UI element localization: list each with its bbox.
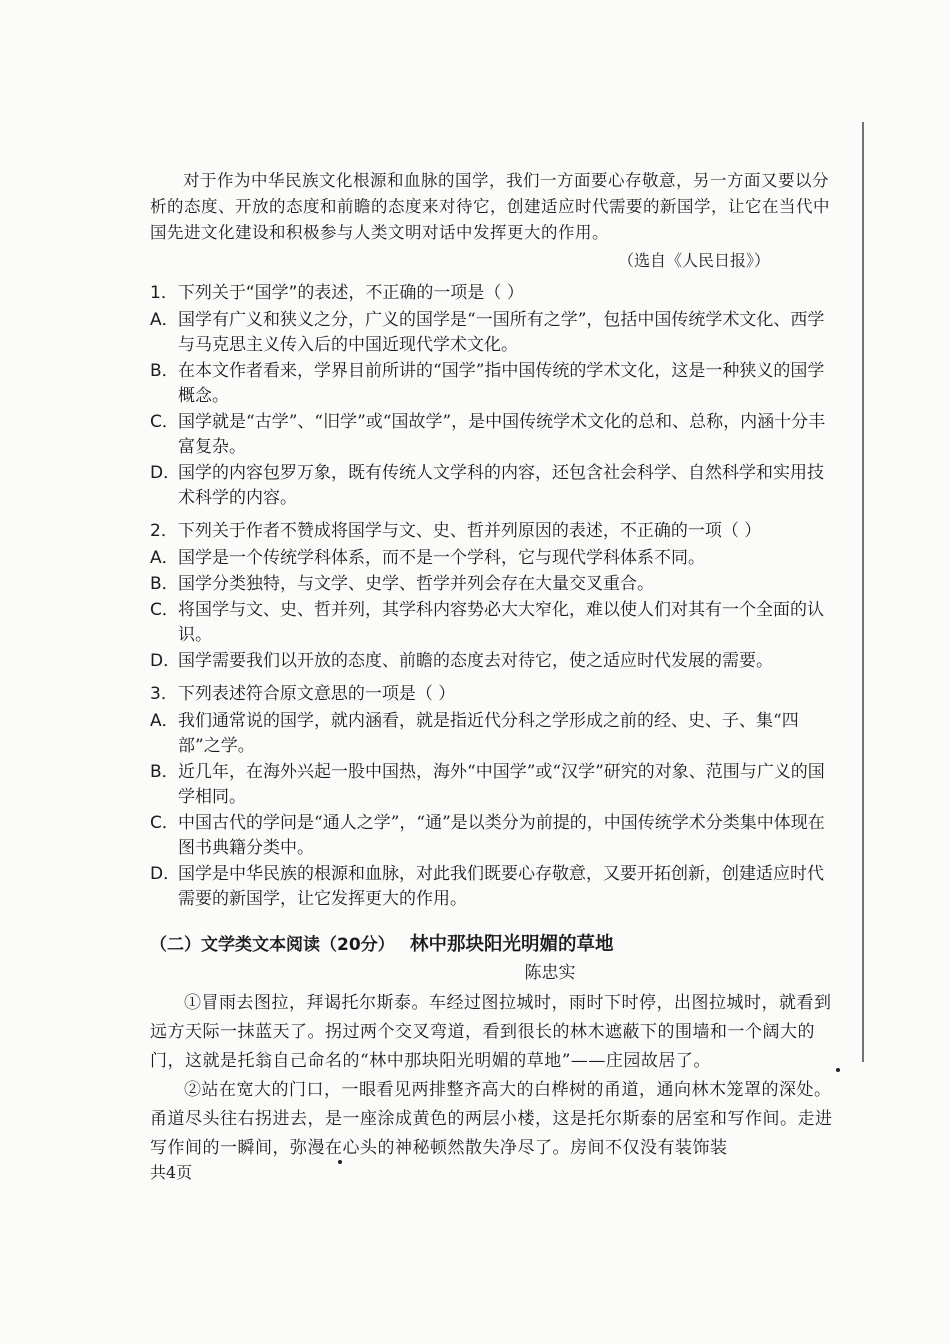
option-text: 国学有广义和狭义之分，广义的国学是“一国所有之学”，包括中国传统学术文化、西学与马克思主义传入后的中国近现代学术文化。 bbox=[178, 310, 825, 355]
option-c bbox=[150, 811, 840, 861]
option-text: 国学是中华民族的根源和血脉，对此我们既要心存敬意，又要开拓创新，创建适应时代需要的新国学，让它发挥更大的作用。 bbox=[178, 864, 824, 909]
option-text: 国学是一个传统学科体系，而不是一个学科，它与现代学科体系不同。 bbox=[178, 548, 705, 568]
option-text: 国学的内容包罗万象，既有传统人文学科的内容，还包含社会科学、自然科学和实用技术科学的内容。 bbox=[178, 463, 824, 508]
option-text: 将国学与文、史、哲并列，其学科内容势必大大窄化，难以使人们对其有一个全面的认识。 bbox=[178, 600, 824, 645]
option-text: 国学就是“古学”、“旧学”或“国故学”，是中国传统学术文化的总和、总称，内涵十分丰富复杂。 bbox=[178, 412, 826, 457]
intro-source: （选自《人民日报》） bbox=[617, 251, 770, 270]
option-text: 近几年，在海外兴起一股中国热，海外“中国学”或“汉学”研究的对象、范围与广义的国学相同。 bbox=[178, 762, 825, 807]
question-1 bbox=[150, 281, 840, 511]
intro-paragraph: 对于作为中华民族文化根源和血脉的国学，我们一方面要心存敬意，另一方面又要以分析的态度、开放的态度和前瞻的态度来对待它，创建适应时代需要的新国学，让它在当代中国先进文化建设和积极参与人类文明对话中发挥更大的作用。 bbox=[150, 171, 830, 242]
question-stem: 3．下列表述符合原文意思的一项是（ ） bbox=[150, 684, 456, 704]
option-c bbox=[150, 410, 840, 460]
article-paragraph-2: ②站在宽大的门口，一眼看见两排整齐高大的白桦树的甬道，通向林木笼罩的深处。甬道尽头往右拐进去，是一座涂成黄色的两层小楼，这是托尔斯泰的居室和写作间。走进写作间的一瞬间，弥漫在心头的神秘顿然散失净尽了。房间不仅没有装饰装 bbox=[150, 1080, 833, 1158]
margin-rule bbox=[862, 122, 864, 1062]
page-footer: 共4页 bbox=[150, 1163, 193, 1182]
document-body bbox=[150, 168, 840, 1163]
option-a bbox=[150, 546, 840, 571]
option-label: D． bbox=[150, 864, 181, 884]
option-label: C． bbox=[150, 600, 179, 620]
option-d bbox=[150, 461, 840, 511]
option-d bbox=[150, 649, 840, 674]
article-author: 陈忠实 bbox=[524, 963, 576, 983]
question-2 bbox=[150, 519, 840, 674]
section-heading: （二）文学类文本阅读（20分） bbox=[150, 935, 395, 955]
question-stem: 2．下列关于作者不赞成将国学与文、史、哲并列原因的表述，不正确的一项（ ） bbox=[150, 521, 762, 541]
option-label: B． bbox=[150, 762, 179, 782]
question-stem: 1．下列关于“国学”的表述，不正确的一项是（ ） bbox=[150, 283, 524, 303]
option-a bbox=[150, 709, 840, 759]
article-title: 林中那块阳光明媚的草地 bbox=[410, 934, 614, 955]
option-b bbox=[150, 760, 840, 810]
option-d bbox=[150, 862, 840, 912]
option-label: D． bbox=[150, 651, 181, 671]
option-label: A． bbox=[150, 711, 179, 731]
article-paragraph-1: ①冒雨去图拉，拜谒托尔斯泰。车经过图拉城时，雨时下时停，出图拉城时，就看到远方天际一抹蓝天了。拐过两个交叉弯道，看到很长的林木遮蔽下的围墙和一个阔大的门，这就是托翁自己命名的“林中那块阳光明媚的草地”——庄园故居了。 bbox=[150, 993, 832, 1071]
option-label: D． bbox=[150, 463, 181, 483]
option-label: B． bbox=[150, 361, 179, 381]
option-label: A． bbox=[150, 310, 179, 330]
option-label: B． bbox=[150, 574, 179, 594]
section-header bbox=[150, 930, 840, 956]
option-c bbox=[150, 598, 840, 648]
option-text: 我们通常说的国学，就内涵看，就是指近代分科之学形成之前的经、史、子、集“四部”之学。 bbox=[178, 711, 799, 756]
option-text: 国学分类独特，与文学、史学、哲学并列会存在大量交叉重合。 bbox=[178, 574, 654, 594]
option-label: A． bbox=[150, 548, 179, 568]
option-a bbox=[150, 308, 840, 358]
option-b bbox=[150, 359, 840, 409]
option-label: C． bbox=[150, 813, 179, 833]
option-text: 中国古代的学问是“通人之学”，“通”是以类分为前提的，中国传统学术分类集中体现在图书典籍分类中。 bbox=[178, 813, 825, 858]
option-text: 国学需要我们以开放的态度、前瞻的态度去对待它，使之适应时代发展的需要。 bbox=[178, 651, 773, 671]
question-3 bbox=[150, 682, 840, 912]
option-label: C． bbox=[150, 412, 179, 432]
option-text: 在本文作者看来，学界目前所讲的“国学”指中国传统的学术文化，这是一种狭义的国学概念。 bbox=[178, 361, 825, 406]
option-b bbox=[150, 572, 840, 597]
